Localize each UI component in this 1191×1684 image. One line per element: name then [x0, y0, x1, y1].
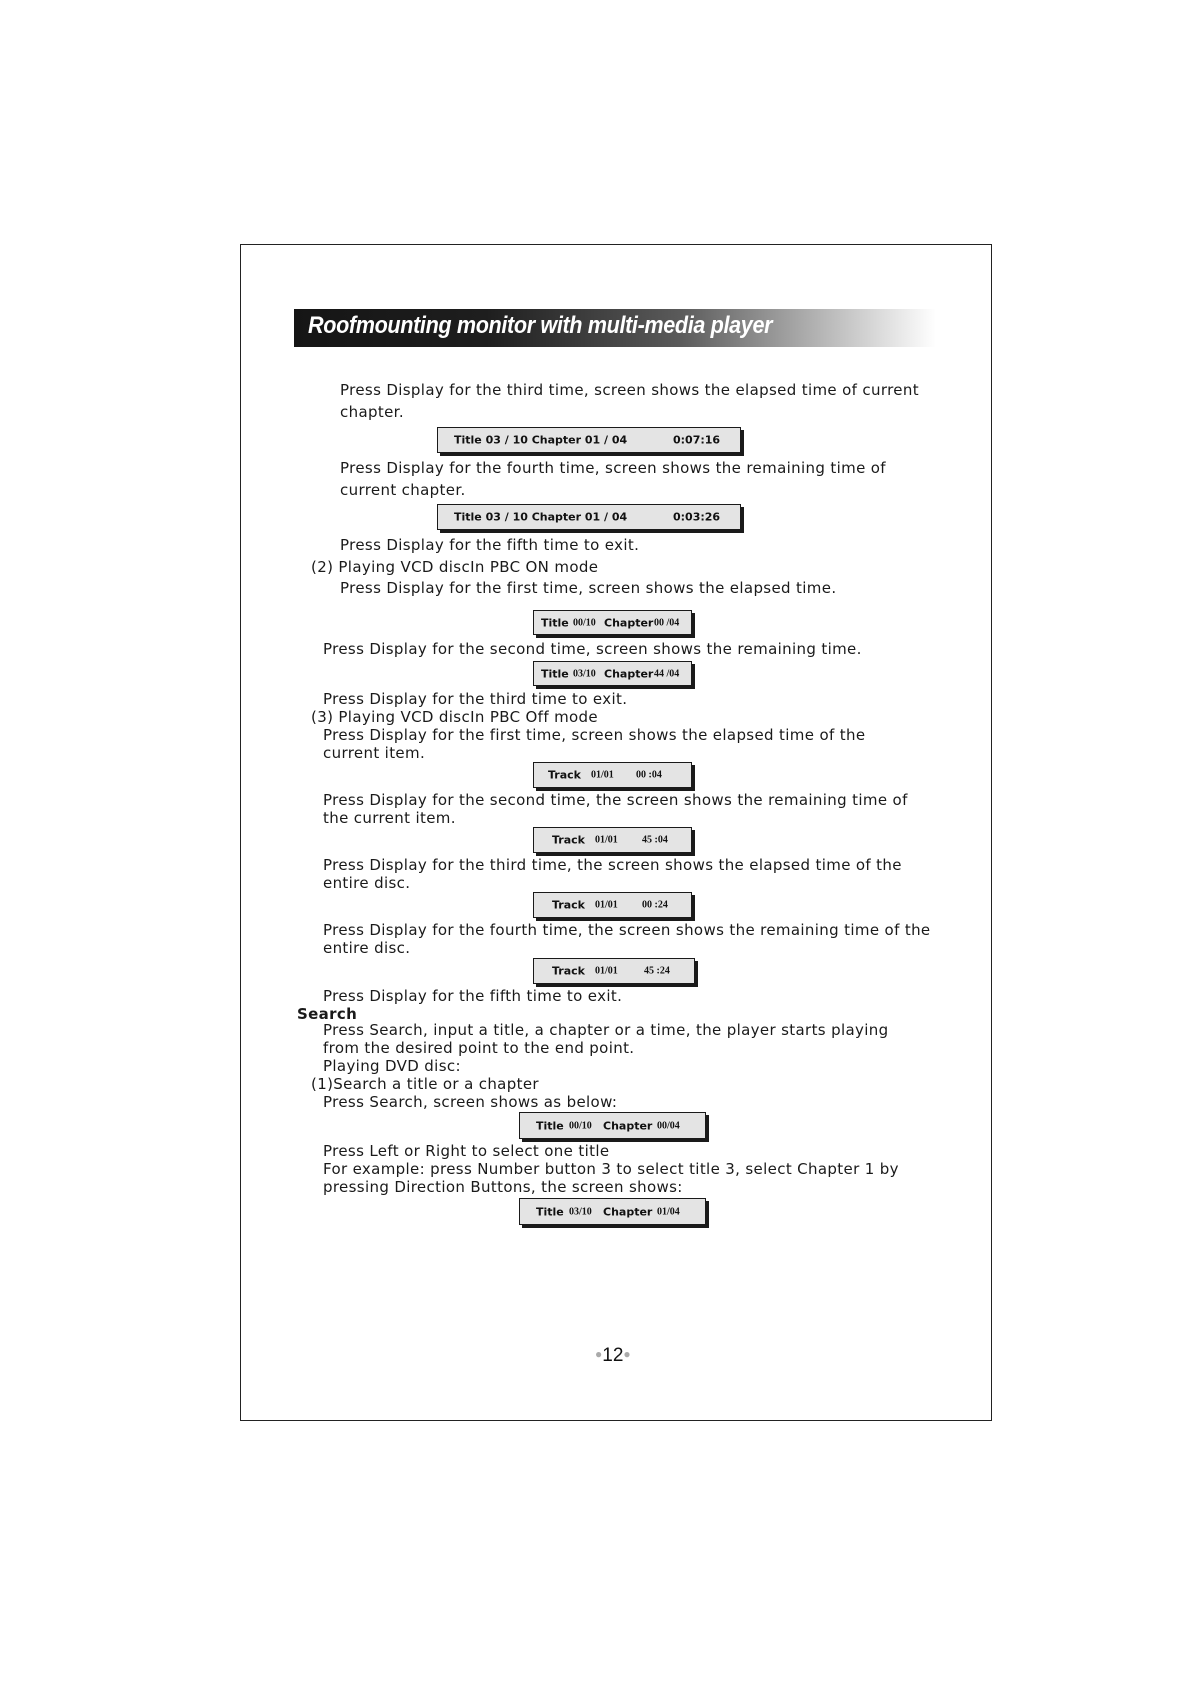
- paragraph-fifth-time: Press Display for the fifth time to exit.: [340, 536, 640, 554]
- paragraph-fifth-time-exit: Press Display for the fifth time to exit.: [323, 987, 623, 1005]
- osd-value: 01/01: [595, 834, 618, 846]
- paragraph-first-time: Press Display for the first time, screen shows the elapsed time.: [340, 579, 837, 597]
- osd-value: 01/01: [595, 965, 618, 977]
- osd-time: 00 :24: [642, 899, 668, 911]
- osd-value: 44 /04: [654, 668, 680, 679]
- osd-title-chapter: Title 03 / 10 Chapter 01 / 04: [454, 433, 628, 447]
- osd-display-box: [533, 762, 692, 788]
- section-heading-pbc-off: (3) Playing VCD discIn PBC Off mode: [311, 708, 599, 726]
- paragraph-select-title: Press Left or Right to select one title For example: press Number button 3 to select title 3, select Chapter 1 by pressing Direction Buttons, the screen shows:: [323, 1142, 899, 1196]
- osd-display-box: [437, 427, 741, 453]
- paragraph-third-time-exit: Press Display for the third time to exit.: [323, 690, 628, 708]
- osd-value: 01/04: [657, 1206, 680, 1217]
- osd-display-box: [533, 610, 692, 635]
- page-title: Roofmounting monitor with multi-media player: [308, 312, 773, 339]
- paragraph-third-time: Press Display for the third time, screen shows the elapsed time of current chapter.: [340, 381, 919, 421]
- osd-value: 00/04: [657, 1120, 680, 1131]
- osd-display-box: [519, 1198, 706, 1225]
- osd-time: 0:07:16: [673, 433, 721, 447]
- osd-label-track: Track: [548, 768, 581, 782]
- osd-label-title: Title: [536, 1205, 564, 1218]
- osd-title-chapter: Title 03 / 10 Chapter 01 / 04: [454, 510, 628, 524]
- section-heading-search: Search: [297, 1005, 358, 1023]
- osd-time: 45 :24: [644, 965, 670, 977]
- paragraph-second-time-item: Press Display for the second time, the screen shows the remaining time of the current item.: [323, 791, 908, 827]
- osd-label-title: Title: [541, 667, 569, 680]
- osd-display-box: [533, 827, 692, 853]
- paragraph-fourth-time-disc: Press Display for the fourth time, the screen shows the remaining time of the entire disc.: [323, 921, 931, 957]
- osd-value: 01/01: [591, 769, 614, 781]
- section-heading-pbc-on: (2) Playing VCD discIn PBC ON mode: [311, 558, 599, 576]
- page-number: ●12●: [595, 1345, 631, 1366]
- osd-display-box: [533, 661, 692, 686]
- osd-time: 0:03:26: [673, 510, 721, 524]
- osd-label-title: Title: [536, 1119, 564, 1132]
- osd-value: 00/10: [569, 1120, 592, 1131]
- osd-label-track: Track: [552, 964, 585, 978]
- osd-value: 00 /04: [654, 617, 680, 628]
- paragraph-press-search: Press Search, screen shows as below:: [323, 1093, 618, 1111]
- osd-label-track: Track: [552, 898, 585, 912]
- osd-time: 00 :04: [636, 769, 662, 781]
- paragraph-fourth-time: Press Display for the fourth time, screen shows the remaining time of current chapter.: [340, 459, 886, 499]
- osd-value: 03/10: [573, 668, 596, 679]
- osd-display-box: [519, 1112, 706, 1139]
- paragraph-second-time: Press Display for the second time, screen shows the remaining time.: [323, 640, 862, 658]
- osd-label-chapter: Chapter: [603, 1205, 653, 1218]
- osd-label-chapter: Chapter: [604, 667, 654, 680]
- osd-time: 45 :04: [642, 834, 668, 846]
- osd-display-box: [533, 958, 695, 984]
- osd-display-box: [533, 892, 692, 918]
- paragraph-third-time-disc: Press Display for the third time, the screen shows the elapsed time of the entire disc.: [323, 856, 902, 892]
- osd-value: 03/10: [569, 1206, 592, 1217]
- osd-label-chapter: Chapter: [604, 616, 654, 629]
- osd-label-title: Title: [541, 616, 569, 629]
- page-number-value: 12: [602, 1345, 624, 1366]
- osd-display-box: [437, 504, 741, 530]
- paragraph-search-intro: Press Search, input a title, a chapter or a time, the player starts playing from the desired point to the end point. Playing DVD disc:: [323, 1021, 889, 1075]
- osd-label-track: Track: [552, 833, 585, 847]
- subheading-search-title-chapter: (1)Search a title or a chapter: [311, 1075, 539, 1093]
- paragraph-first-time-item: Press Display for the first time, screen shows the elapsed time of the current item.: [323, 726, 866, 762]
- osd-label-chapter: Chapter: [603, 1119, 653, 1132]
- osd-value: 01/01: [595, 899, 618, 911]
- osd-value: 00/10: [573, 617, 596, 628]
